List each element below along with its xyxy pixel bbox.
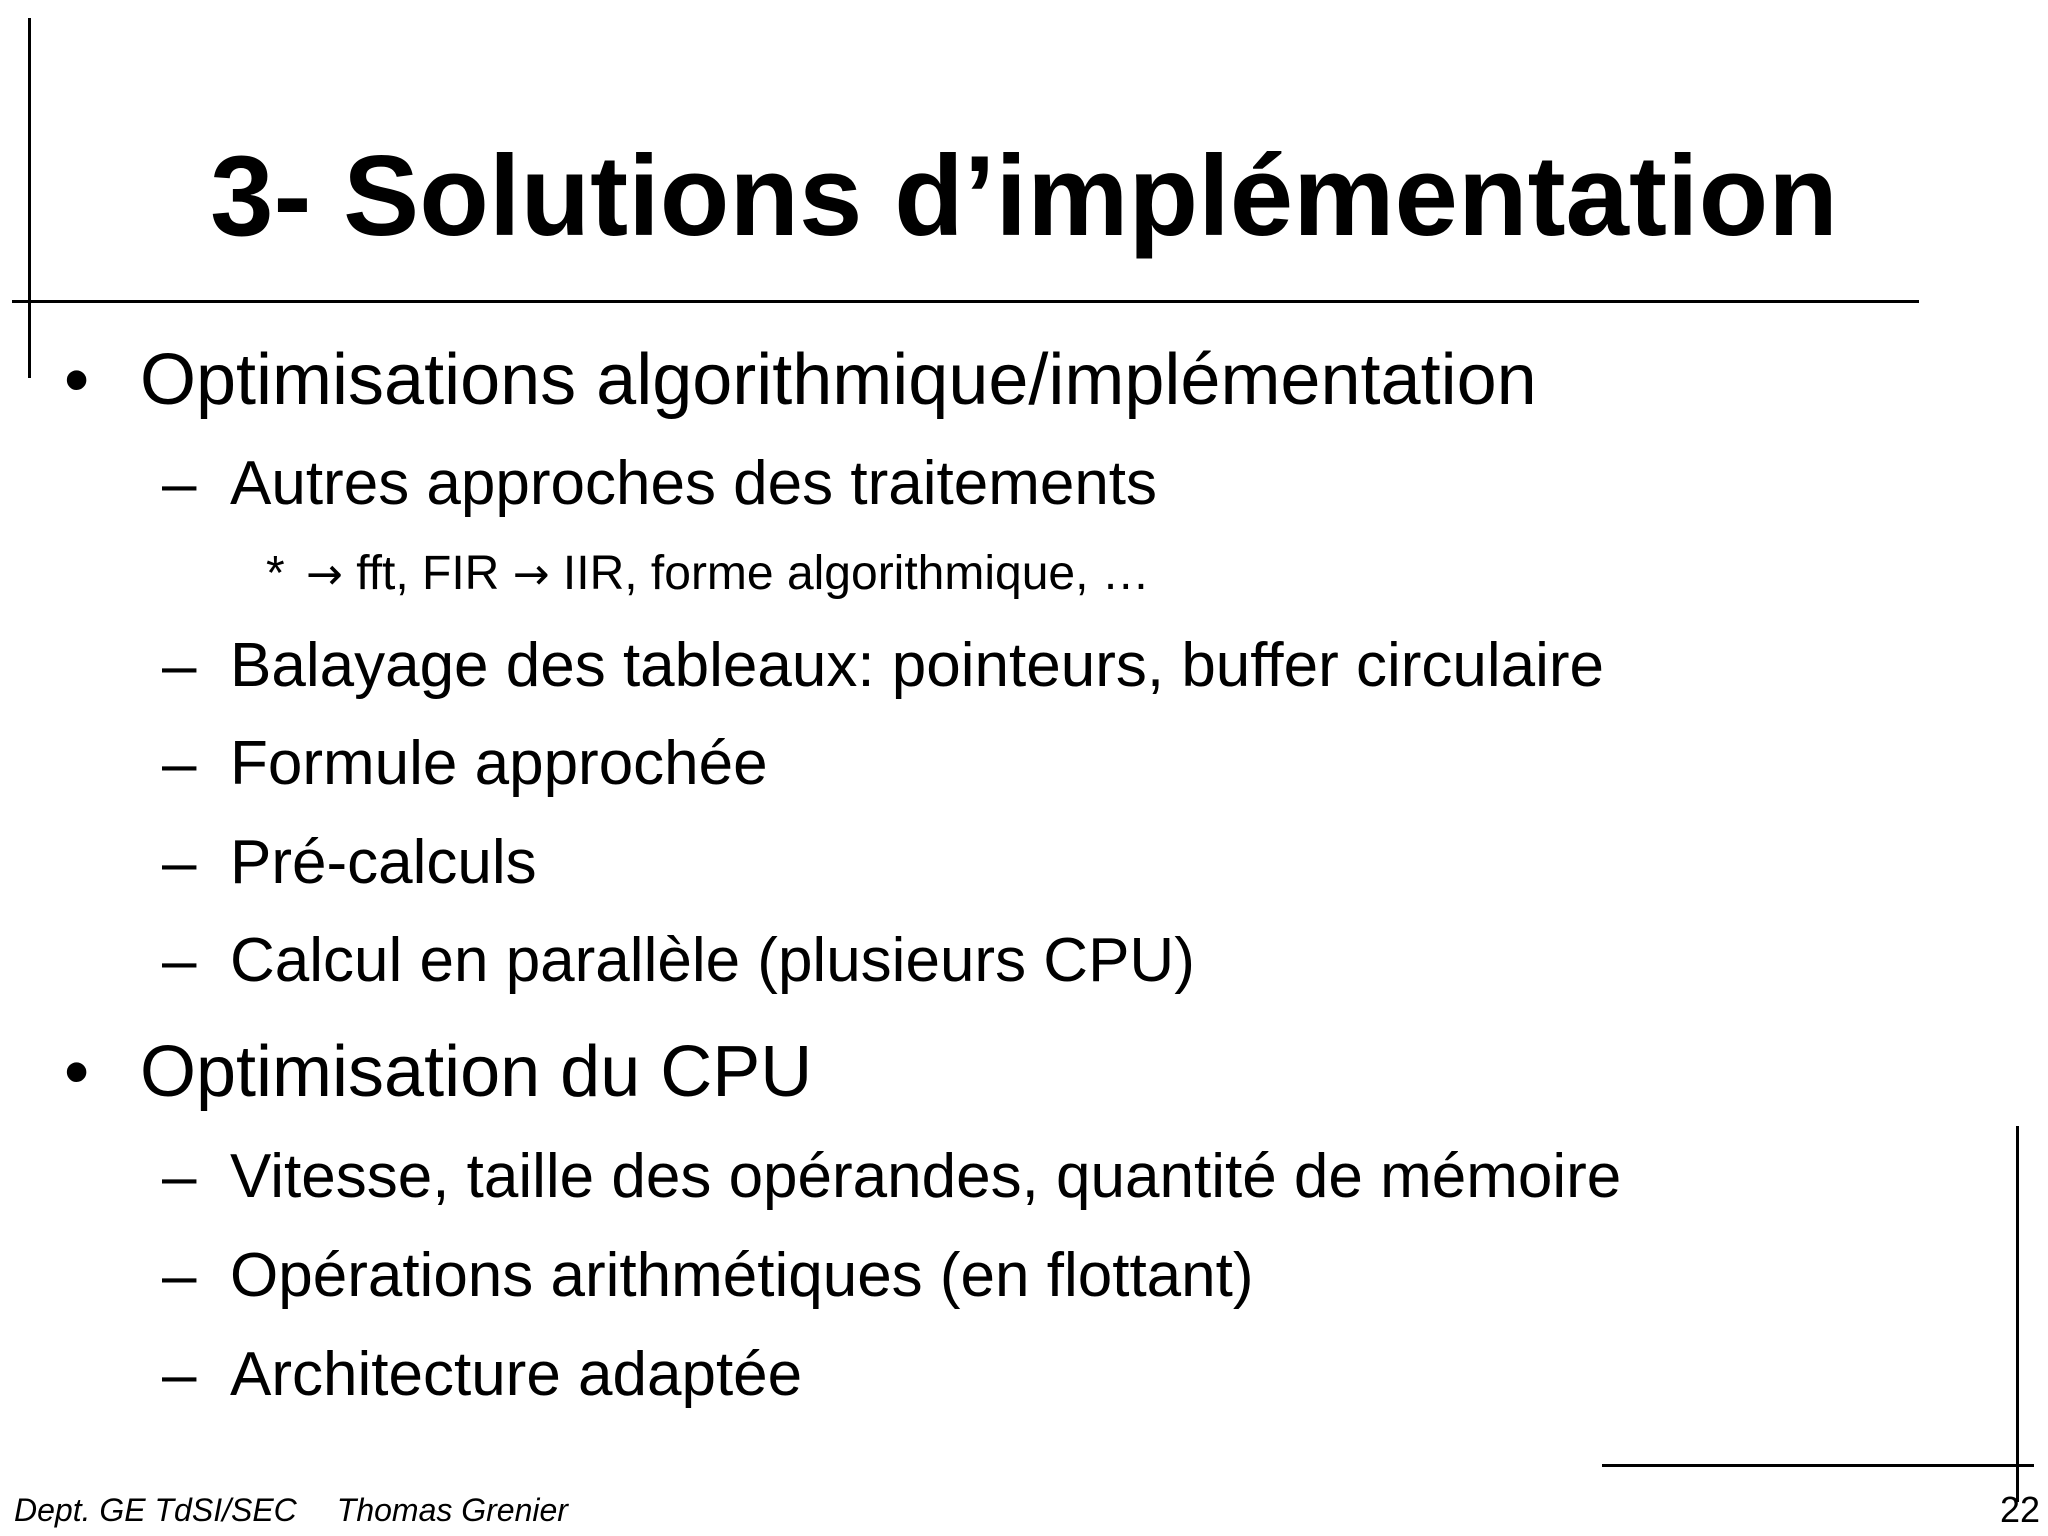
bullet-marker: • bbox=[64, 340, 90, 420]
dash-marker: – bbox=[162, 1142, 197, 1211]
dash-marker: – bbox=[162, 449, 197, 518]
list-item-text: Autres approches des traitements bbox=[230, 449, 1158, 518]
list-item bbox=[162, 1339, 803, 1411]
sub-list-item bbox=[266, 546, 1150, 603]
star-marker: * bbox=[266, 547, 285, 600]
list-item-text: Formule approchée bbox=[230, 729, 768, 798]
list-item-text: Balayage des tableaux: pointeurs, buffer circulaire bbox=[230, 631, 1605, 700]
dash-marker: – bbox=[162, 729, 197, 798]
right-vertical-rule bbox=[2016, 1126, 2019, 1502]
arrow-right-icon: → bbox=[512, 549, 550, 600]
slide-title: 3- Solutions d’implémentation bbox=[210, 133, 1838, 260]
list-item bbox=[162, 1141, 1622, 1213]
list-item-text: Pré-calculs bbox=[230, 828, 537, 897]
section-heading-cpu bbox=[64, 1030, 813, 1114]
sub-item-text-part-1: fft, FIR bbox=[342, 547, 513, 600]
list-item bbox=[162, 1240, 1254, 1312]
list-item-text: Architecture adaptée bbox=[230, 1340, 803, 1409]
dash-marker: – bbox=[162, 828, 197, 897]
list-item bbox=[162, 925, 1195, 997]
dash-marker: – bbox=[162, 1241, 197, 1310]
dash-marker: – bbox=[162, 926, 197, 995]
list-item bbox=[162, 448, 1158, 520]
list-item-text: Calcul en parallèle (plusieurs CPU) bbox=[230, 926, 1195, 995]
section-heading-text: Optimisations algorithmique/implémentation bbox=[140, 340, 1537, 420]
list-item-text: Opérations arithmétiques (en flottant) bbox=[230, 1241, 1254, 1310]
footer-department: Dept. GE TdSI/SEC bbox=[14, 1492, 297, 1528]
sub-item-text-part-2: IIR, forme algorithmique, … bbox=[549, 547, 1150, 600]
title-underline-rule bbox=[12, 300, 1919, 303]
dash-marker: – bbox=[162, 631, 197, 700]
bottom-horizontal-rule bbox=[1602, 1464, 2034, 1467]
section-heading-algorithmic bbox=[64, 338, 1537, 422]
list-item bbox=[162, 728, 768, 800]
footer-author: Thomas Grenier bbox=[336, 1492, 568, 1528]
footer-credits bbox=[14, 1490, 568, 1530]
page-number: 22 bbox=[1999, 1489, 2040, 1530]
list-item-text: Vitesse, taille des opérandes, quantité de mémoire bbox=[230, 1142, 1622, 1211]
dash-marker: – bbox=[162, 1340, 197, 1409]
arrow-right-icon: → bbox=[306, 549, 343, 600]
bullet-marker: • bbox=[64, 1032, 90, 1112]
list-item bbox=[162, 827, 537, 899]
section-heading-text: Optimisation du CPU bbox=[140, 1032, 813, 1112]
list-item bbox=[162, 630, 1605, 702]
